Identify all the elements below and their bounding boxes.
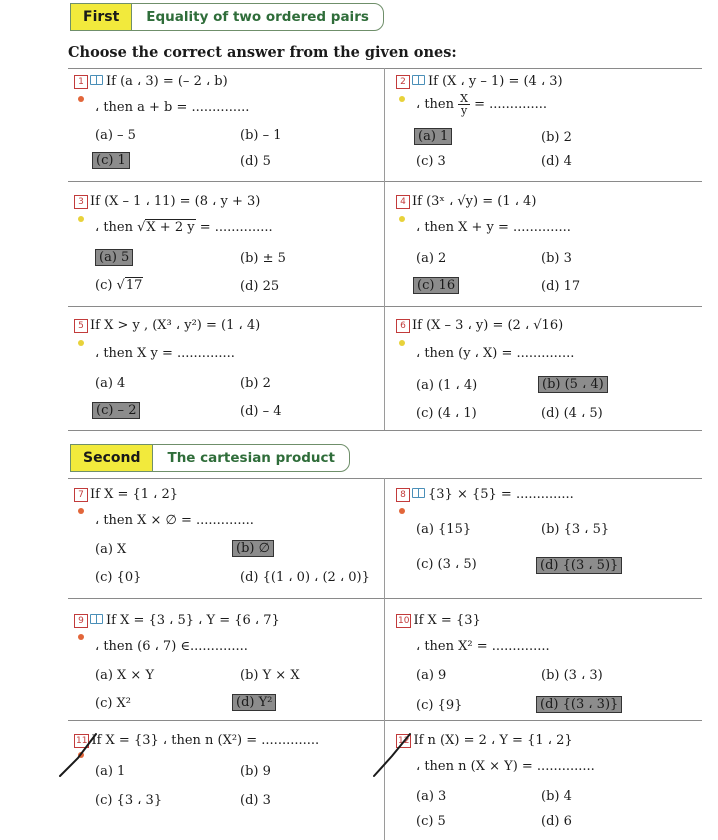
- option-d: (d) {(1 ، 0) ، (2 ، 0)}: [240, 570, 370, 585]
- prompt-text: ، then √: [95, 220, 146, 235]
- option-d: (d) 25: [240, 279, 280, 294]
- question-text: If X = {3 ، 5} ، Y = {6 ، 7}: [106, 613, 280, 628]
- difficulty-dot: [78, 634, 84, 640]
- option-c: (c) {0}: [95, 570, 142, 585]
- option-a-selected: (a) 1: [414, 128, 452, 145]
- question-text: If X = {3} ، then n (X²) = ..............: [91, 733, 320, 748]
- question-number: 10: [398, 616, 410, 626]
- option-b-selected: (b) ∅: [232, 540, 274, 557]
- question-text: If (X ، y – 1) = (4 ، 3): [428, 74, 563, 89]
- question-11: [74, 733, 319, 748]
- divider: [68, 68, 702, 69]
- option-d: (d) 3: [240, 793, 271, 808]
- option-b: (b) Y × X: [240, 668, 300, 683]
- section-header-second: [70, 444, 350, 472]
- option-a: (a) {15}: [416, 522, 472, 537]
- option-d-selected: (d) {(3 ، 5)}: [536, 557, 622, 574]
- option-c-selected: (c) – 2: [92, 402, 140, 419]
- option-c: (c) (4 ، 1): [416, 406, 477, 421]
- question-number: 5: [74, 319, 88, 333]
- question-4: [396, 194, 536, 209]
- book-icon: [90, 75, 103, 85]
- question-number: 3: [74, 195, 88, 209]
- divider: [68, 478, 702, 479]
- question-number: 4: [396, 195, 410, 209]
- section-tag: Second: [71, 445, 153, 471]
- question-4-prompt: ، then X + y = ..............: [416, 220, 571, 235]
- option-d: (d) 4: [541, 154, 572, 169]
- question-text: {3} × {5} = ..............: [428, 487, 574, 502]
- section-title: The cartesian product: [167, 450, 335, 466]
- difficulty-dot: [399, 340, 405, 346]
- difficulty-dot: [78, 216, 84, 222]
- difficulty-dot: [399, 216, 405, 222]
- pen-strike-mark: [368, 728, 418, 780]
- option-a: (a) (1 ، 4): [416, 378, 478, 393]
- option-c: (c) X²: [95, 696, 132, 711]
- difficulty-dot: [78, 96, 84, 102]
- question-10-prompt: ، then X² = ..............: [416, 639, 550, 654]
- option-d: (d) 17: [541, 279, 581, 294]
- question-12-prompt: ، then n (X × Y) = ..............: [416, 759, 595, 774]
- divider: [68, 181, 702, 182]
- option-a: (a) 1: [95, 764, 126, 779]
- question-text: If X = {3}: [413, 613, 481, 628]
- question-9-prompt: ، then (6 ، 7) ∈..............: [95, 639, 248, 654]
- question-text: If (a ، 3) = (– 2 ، b): [106, 74, 228, 89]
- question-text: If (3ˣ ، √y) = (1 ، 4): [412, 194, 537, 209]
- question-3: [74, 194, 260, 209]
- option-b: (b) {3 ، 5}: [541, 522, 610, 537]
- question-6: [396, 318, 563, 333]
- question-12: [396, 733, 573, 748]
- radicand: 17: [125, 278, 143, 293]
- option-a: (a) X: [95, 542, 127, 557]
- question-7-prompt: ، then X × ∅ = ..............: [95, 513, 254, 528]
- question-1-prompt: ، then a + b = ..............: [95, 100, 250, 115]
- option-c-selected: (c) 16: [413, 277, 459, 294]
- option-b: (b) ± 5: [240, 251, 286, 266]
- question-text: If (X – 3 ، y) = (2 ، √16): [412, 318, 564, 333]
- option-c: (c) (3 ، 5): [416, 557, 477, 572]
- option-a: (a) X × Y: [95, 668, 155, 683]
- option-d: (d) – 4: [240, 404, 282, 419]
- question-number: 1: [74, 75, 88, 89]
- question-number: 8: [396, 488, 410, 502]
- divider: [384, 478, 385, 840]
- option-b: (b) 2: [541, 130, 572, 145]
- option-b: (b) 4: [541, 789, 572, 804]
- question-number: 11: [76, 736, 88, 746]
- option-c: (c) 5: [416, 814, 446, 829]
- difficulty-dot: [399, 508, 405, 514]
- difficulty-dot: [78, 508, 84, 514]
- instruction-text: Choose the correct answer from the given ones:: [68, 44, 457, 61]
- book-icon: [90, 614, 103, 624]
- divider: [68, 306, 702, 307]
- option-a: (a) 4: [95, 376, 126, 391]
- option-b: (b) 9: [240, 764, 271, 779]
- option-text: (c) √: [95, 278, 125, 293]
- option-d: (d) (4 ، 5): [541, 406, 603, 421]
- question-6-prompt: ، then (y ، X) = ..............: [416, 346, 575, 361]
- divider: [68, 598, 702, 599]
- question-1: [74, 74, 228, 89]
- question-number: 12: [398, 736, 410, 746]
- radicand: X + 2 y: [146, 220, 195, 235]
- question-number: 7: [74, 488, 88, 502]
- option-d-selected: (d) {(3 ، 3)}: [536, 696, 622, 713]
- difficulty-dot: [78, 340, 84, 346]
- question-text: If X > y , (X³ ، y²) = (1 ، 4): [90, 318, 261, 333]
- book-icon: [412, 75, 425, 85]
- denominator: y: [460, 104, 468, 117]
- option-a: (a) 3: [416, 789, 447, 804]
- divider: [384, 68, 385, 430]
- question-9: [74, 613, 280, 628]
- divider: [68, 430, 702, 431]
- question-2: [396, 74, 563, 89]
- option-d: (d) 5: [240, 154, 271, 169]
- option-c: (c) 3: [416, 154, 446, 169]
- question-5-prompt: ، then X y = ..............: [95, 346, 235, 361]
- question-3-prompt: [95, 220, 273, 235]
- option-b: (b) 3: [541, 251, 572, 266]
- question-number: 6: [396, 319, 410, 333]
- option-a: (a) 9: [416, 668, 447, 683]
- question-8: [396, 487, 574, 502]
- prompt-text: = ..............: [474, 97, 548, 112]
- question-text: If n (X) = 2 ، Y = {1 ، 2}: [413, 733, 573, 748]
- question-5: [74, 318, 260, 333]
- question-text: If (X – 1 ، 11) = (8 ، y + 3): [90, 194, 261, 209]
- question-text: If X = {1 ، 2}: [90, 487, 179, 502]
- option-d-selected: (d) Y²: [232, 694, 276, 711]
- option-a: (a) – 5: [95, 128, 136, 143]
- option-c: [95, 278, 143, 293]
- question-number: 9: [74, 614, 88, 628]
- option-a: (a) 2: [416, 251, 447, 266]
- question-number: 2: [396, 75, 410, 89]
- option-c-selected: (c) 1: [92, 152, 130, 169]
- option-c: (c) {9}: [416, 698, 463, 713]
- section-title: Equality of two ordered pairs: [146, 9, 369, 25]
- prompt-text: = ..............: [199, 220, 273, 235]
- book-icon: [412, 488, 425, 498]
- option-d: (d) 6: [541, 814, 572, 829]
- option-b-selected: (b) (5 ، 4): [538, 376, 608, 393]
- section-tag: First: [71, 4, 132, 30]
- difficulty-dot: [399, 96, 405, 102]
- fraction: [458, 93, 470, 116]
- question-7: [74, 487, 178, 502]
- section-header-first: [70, 3, 384, 31]
- divider: [68, 720, 702, 721]
- option-b: (b) 2: [240, 376, 271, 391]
- pen-strike-mark: [56, 728, 106, 780]
- numerator: X: [460, 92, 468, 105]
- option-c: (c) {3 ، 3}: [95, 793, 163, 808]
- prompt-text: ، then: [416, 97, 454, 112]
- option-b: (b) (3 ، 3): [541, 668, 603, 683]
- option-b: (b) – 1: [240, 128, 282, 143]
- question-10: [396, 613, 481, 628]
- question-2-prompt: [416, 93, 547, 116]
- option-a-selected: (a) 5: [95, 249, 133, 266]
